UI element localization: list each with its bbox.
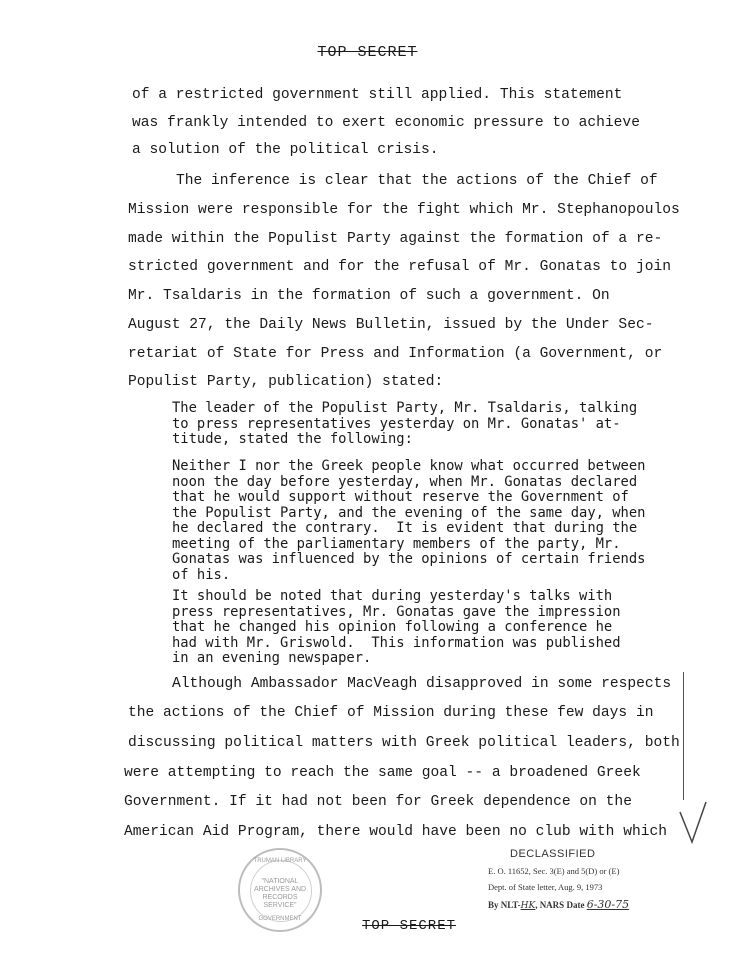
body-line: stricted government and for the refusal of Mr. Gonatas to join xyxy=(128,259,671,275)
nars-date: 6-30-75 xyxy=(586,898,630,911)
body-line: Mission were responsible for the fight which Mr. Stephanopoulos xyxy=(128,202,680,218)
stamp-ring-bottom: GOVERNMENT xyxy=(258,916,302,922)
quote-paragraph: Neither I nor the Greek people know what occurred between noon the day before yesterday, when Mr. Gonatas declared that he would support without reserve the Government of the Populist Party, and the evening of the same day, when he declared the contrary. It is evident that during the meeting of the parliamentary members of the party, Mr. Gonatas was influenced by the opinions of certain friends of his. xyxy=(172,458,646,583)
declass-letter: Dept. of State letter, Aug. 9, 1973 xyxy=(488,882,603,892)
body-line: discussing political matters with Greek political leaders, both xyxy=(128,735,680,751)
quote-paragraph: It should be noted that during yesterday's talks with press representatives, Mr. Gonatas gave the impression that he changed his opinion following a conference he had with Mr. Griswold. This information was published in an evening newspaper. xyxy=(172,588,621,666)
header-classification: TOP SECRET xyxy=(317,44,418,61)
body-line: Populist Party, publication) stated: xyxy=(128,374,444,390)
declass-by-line xyxy=(488,898,708,911)
by-label: By NLT- xyxy=(488,900,521,910)
library-seal-stamp xyxy=(238,848,322,932)
footer-classification: TOP SECRET xyxy=(362,918,457,934)
stamp-ring-top: TRUMAN LIBRARY xyxy=(253,858,307,864)
body-line: August 27, the Daily News Bulletin, issued by the Under Sec- xyxy=(128,317,654,333)
margin-mark xyxy=(683,672,684,800)
reviewer-initials: HK xyxy=(520,901,536,911)
body-line: The inference is clear that the actions of the Chief of xyxy=(176,173,658,189)
body-line: was frankly intended to exert economic pressure to achieve xyxy=(132,115,640,131)
stamp-center: "NATIONAL ARCHIVES AND RECORDS SERVICE" xyxy=(253,878,307,909)
declass-title: DECLASSIFIED xyxy=(510,848,596,860)
body-line: retariat of State for Press and Information (a Government, or xyxy=(128,346,663,362)
body-line: Although Ambassador MacVeagh disapproved in some respects xyxy=(172,676,672,692)
nars-label: , NARS Date xyxy=(535,900,585,910)
declass-authority: E. O. 11652, Sec. 3(E) and 5(D) or (E) xyxy=(488,866,620,876)
body-line: Government. If it had not been for Greek dependence on the xyxy=(124,794,632,810)
body-line: Mr. Tsaldaris in the formation of such a government. On xyxy=(128,288,610,304)
body-line: of a restricted government still applied. This statement xyxy=(132,87,623,103)
body-line: made within the Populist Party against the formation of a re- xyxy=(128,231,663,247)
body-line: a solution of the political crisis. xyxy=(132,142,439,158)
body-line: were attempting to reach the same goal -- a broadened Greek xyxy=(124,765,641,781)
body-line: the actions of the Chief of Mission during these few days in xyxy=(128,705,654,721)
body-line: American Aid Program, there would have been no club with which xyxy=(124,824,667,840)
quote-paragraph: The leader of the Populist Party, Mr. Tsaldaris, talking to press representatives yesterday on Mr. Gonatas' at- titude, stated the following: xyxy=(172,400,638,447)
check-mark-icon xyxy=(678,800,708,845)
declassification-stamp xyxy=(488,848,708,911)
